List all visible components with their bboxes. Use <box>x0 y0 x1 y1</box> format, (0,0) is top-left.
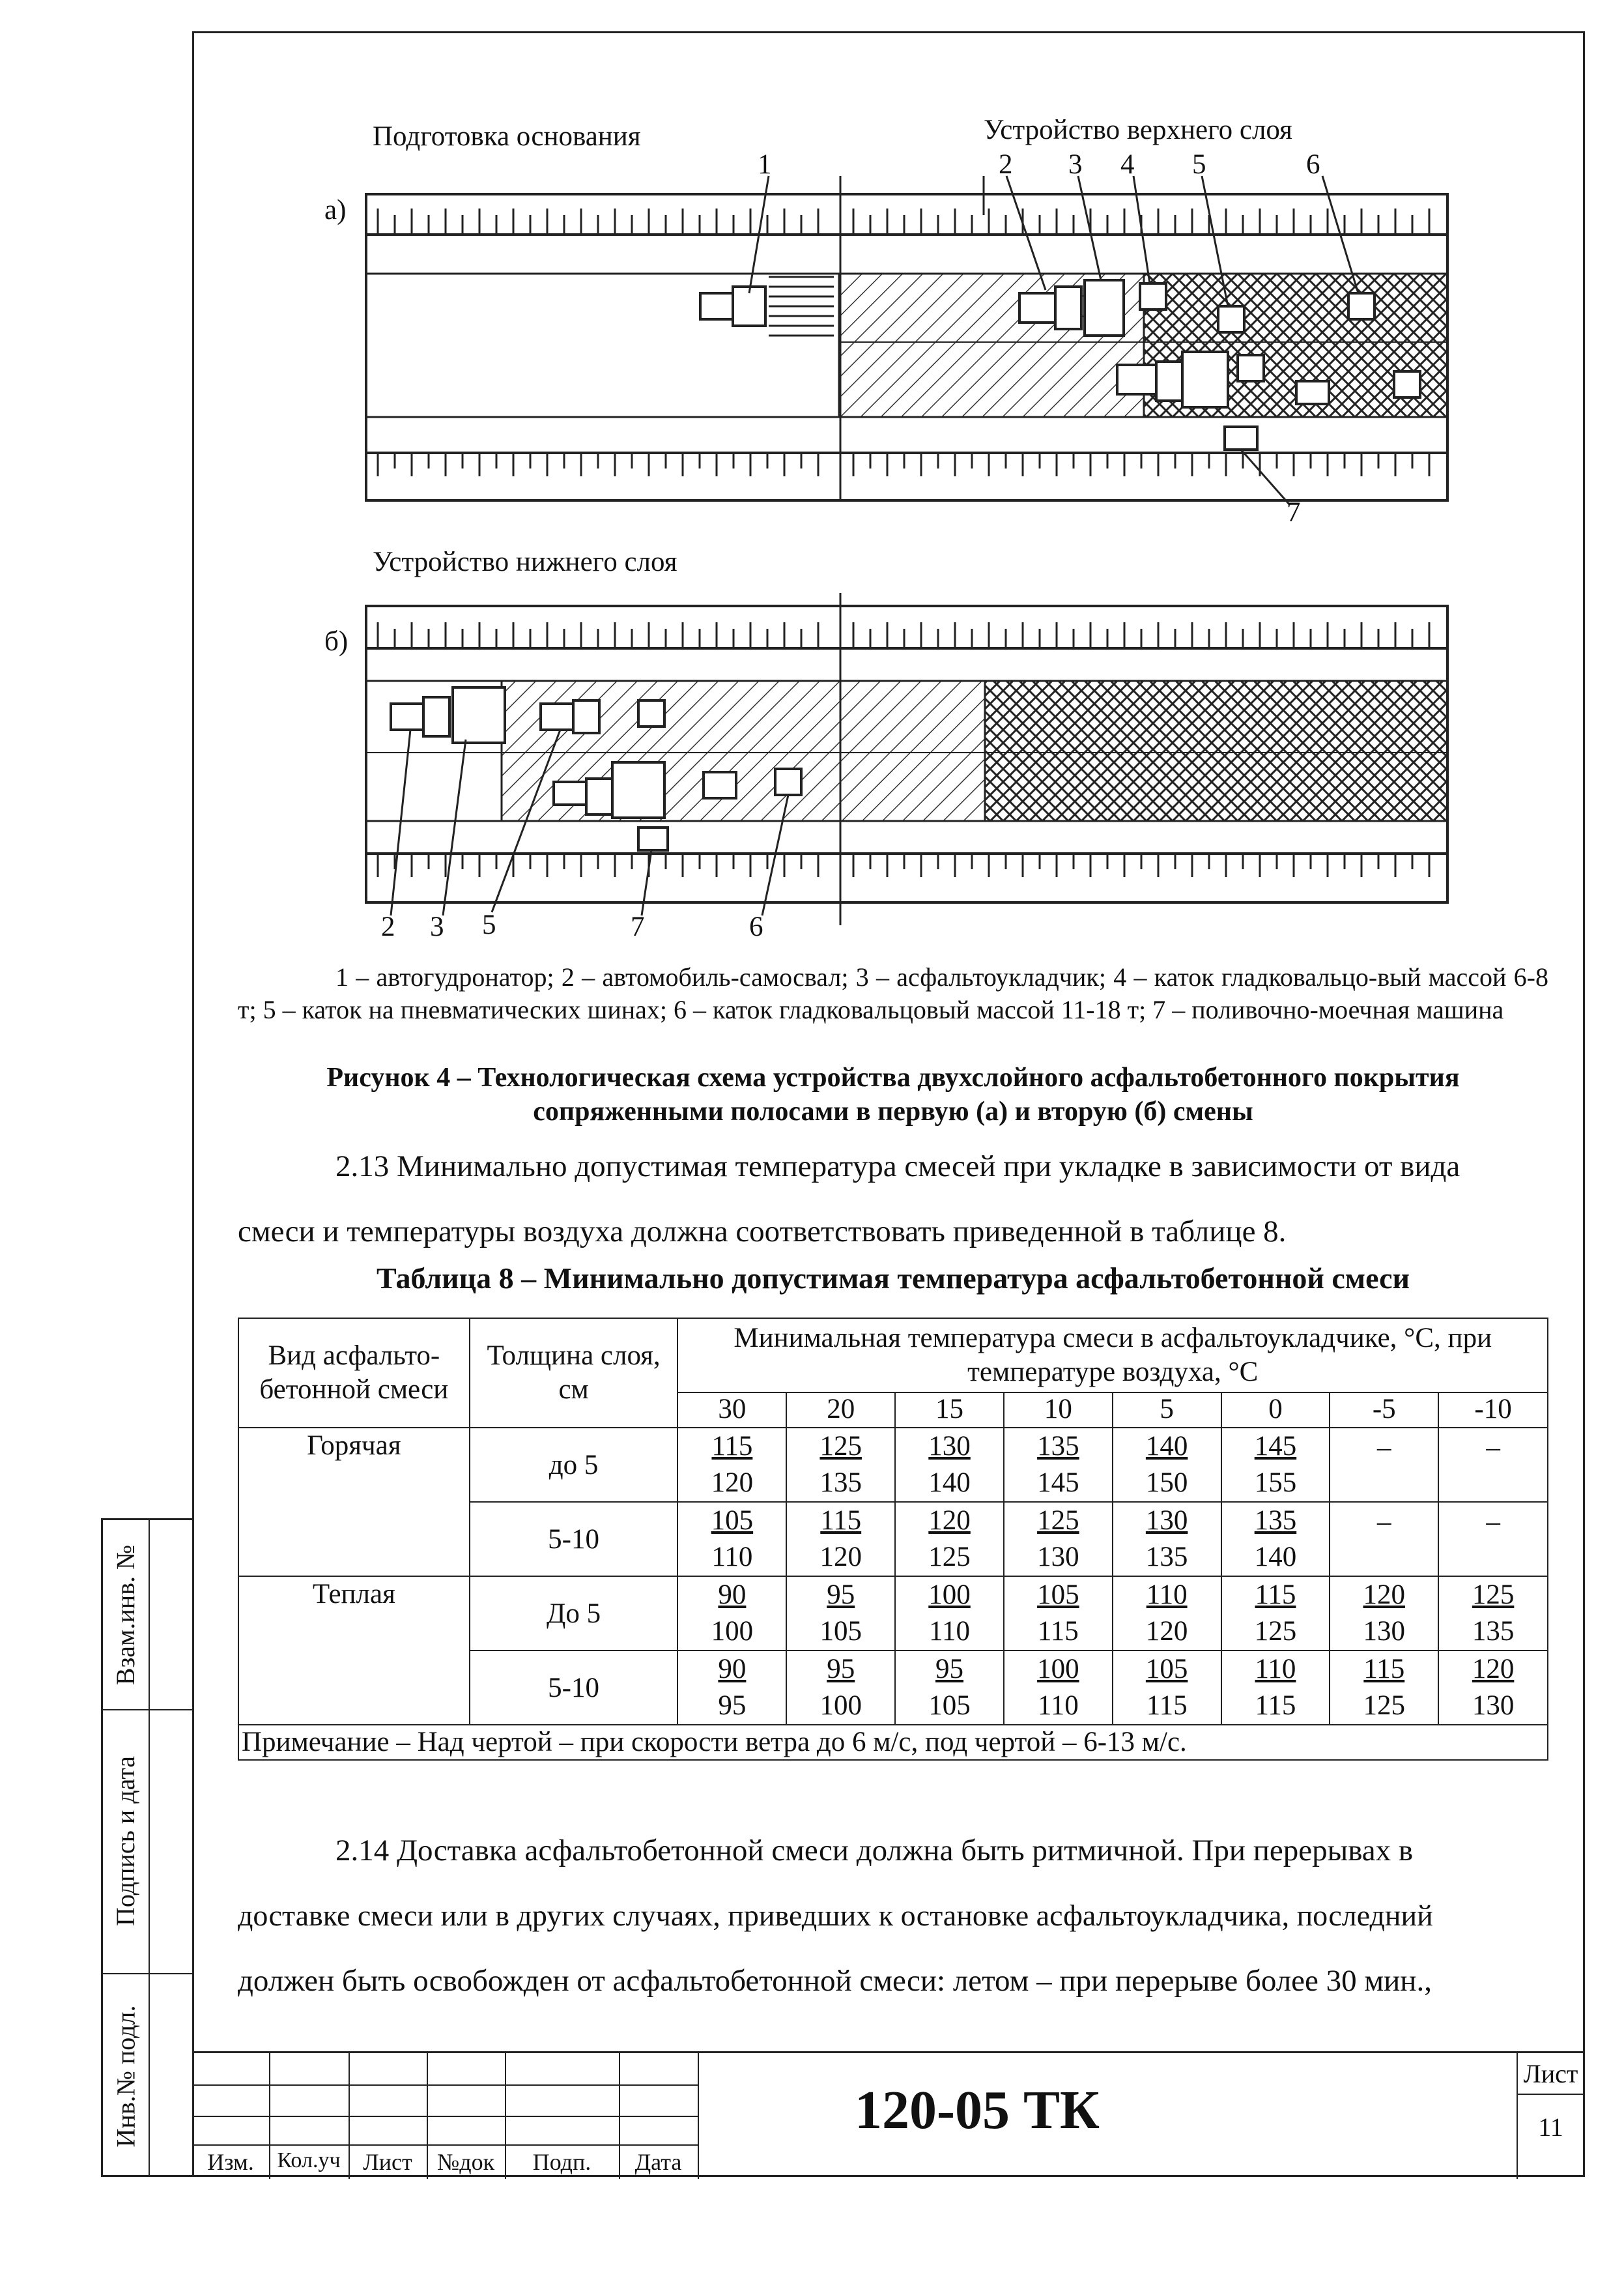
thickness-cell: 5-10 <box>470 1502 678 1576</box>
temp-value-wind-low: 105 <box>1037 1579 1079 1610</box>
sidebar-stamp <box>101 1518 194 2177</box>
temp-value-wind-low: 135 <box>1254 1505 1297 1536</box>
technology-diagram <box>0 0 1624 945</box>
paragraph-2-14-line2: доставке смеси или в других случаях, приведших к остановке асфальтоукладчика, последний <box>238 1899 1433 1932</box>
temp-value-wind-low: 125 <box>819 1431 862 1462</box>
stamp-col-data: Дата <box>634 2149 682 2175</box>
temp-value-wind-high: 115 <box>1037 1616 1079 1647</box>
callout-a-4: 4 <box>1120 149 1135 180</box>
paragraph-2-13-line2: смеси и температуры воздуха должна соответствовать приведенной в таблице 8. <box>238 1215 1287 1248</box>
temp-value-wind-low: 140 <box>1145 1431 1188 1462</box>
temp-dash: – <box>1330 1428 1438 1502</box>
callout-a-5: 5 <box>1192 149 1206 180</box>
temp-value-wind-high: 110 <box>929 1616 970 1647</box>
diagram-a <box>366 176 1447 505</box>
stamp-sheet-label: Лист <box>1523 2059 1578 2088</box>
temp-value-wind-low: 145 <box>1254 1431 1297 1462</box>
figure-legend: 1 – автогудронатор; 2 – автомобиль-самосвал; 3 – асфальтоукладчик; 4 – каток гладковальцо-вый массой 6-8 т; 5 – каток на пневматических шинах; 6 – каток гладковальцовый массой 11-18 т; 7 – поливочно-моечная машина <box>238 962 1548 1024</box>
temp-value-wind-low: 120 <box>1363 1579 1406 1610</box>
temp-value-wind-high: 95 <box>718 1690 747 1721</box>
temp-value-wind-high: 140 <box>1254 1542 1297 1572</box>
callout-b-3: 3 <box>430 912 444 942</box>
temp-value-wind-high: 100 <box>711 1616 754 1647</box>
temp-value-wind-low: 105 <box>711 1505 754 1536</box>
temp-value-wind-high: 145 <box>1037 1467 1079 1498</box>
temp-value-wind-low: 105 <box>1145 1654 1188 1684</box>
temp-value-wind-low: 115 <box>711 1431 753 1462</box>
temp-value-wind-low: 120 <box>1472 1654 1515 1684</box>
callout-a-2: 2 <box>999 149 1013 180</box>
header-mix-type: Вид асфальто-бетонной смеси <box>238 1318 470 1428</box>
stamp-sheet-number: 11 <box>1538 2112 1563 2142</box>
figure-title-line1: Рисунок 4 – Технологическая схема устройства двухслойного асфальтобетонного покрытия <box>326 1063 1460 1093</box>
air-temp-minus5: -5 <box>1330 1392 1438 1428</box>
callout-a-1: 1 <box>758 149 772 180</box>
document-code: 120-05 ТК <box>855 2080 1100 2140</box>
temp-dash: – <box>1438 1428 1548 1502</box>
temp-value-wind-low: 115 <box>820 1505 862 1536</box>
temp-value-wind-high: 110 <box>711 1542 753 1572</box>
header-min-temp: Минимальная температура смеси в асфальтоукладчике, °С, при температуре воздуха, °С <box>677 1318 1548 1392</box>
stamp-col-list: Лист <box>363 2149 412 2175</box>
stamp-col-izm: Изм. <box>207 2149 254 2175</box>
temp-value-wind-low: 100 <box>928 1579 971 1610</box>
temp-value-wind-high: 120 <box>711 1467 754 1498</box>
air-temp-5: 5 <box>1113 1392 1221 1428</box>
temp-value-wind-high: 135 <box>1472 1616 1515 1647</box>
callout-a-6: 6 <box>1306 149 1320 180</box>
temp-value-wind-high: 120 <box>1145 1616 1188 1647</box>
temp-value-wind-low: 95 <box>827 1579 855 1610</box>
thickness-cell: До 5 <box>470 1576 678 1650</box>
label-upper-layer: Устройство верхнего слоя <box>984 115 1292 145</box>
temp-value-wind-high: 125 <box>928 1542 971 1572</box>
temp-value-wind-low: 130 <box>1145 1505 1188 1536</box>
callout-a-7: 7 <box>1287 497 1301 528</box>
callout-b-5: 5 <box>482 910 496 940</box>
temp-value-wind-high: 130 <box>1472 1690 1515 1721</box>
table-title: Таблица 8 – Минимально допустимая температура асфальтобетонной смеси <box>376 1261 1410 1295</box>
stamp-col-ndok: №док <box>436 2149 495 2175</box>
temp-dash: – <box>1330 1502 1438 1576</box>
temp-value-wind-high: 120 <box>819 1542 862 1572</box>
temp-value-wind-low: 115 <box>1255 1579 1296 1610</box>
temp-value-wind-low: 100 <box>1037 1654 1079 1684</box>
table-row <box>238 1576 1548 1650</box>
temp-value-wind-high: 125 <box>1254 1616 1297 1647</box>
thickness-cell: 5-10 <box>470 1650 678 1725</box>
temp-value-wind-low: 95 <box>827 1654 855 1684</box>
temp-value-wind-high: 150 <box>1145 1467 1188 1498</box>
table-note: Примечание – Над чертой – при скорости ветра до 6 м/с, под чертой – 6-13 м/с. <box>238 1725 1548 1760</box>
diagram-b <box>366 593 1447 925</box>
temp-value-wind-high: 110 <box>1037 1690 1079 1721</box>
temp-value-wind-low: 120 <box>928 1505 971 1536</box>
air-temp-minus10: -10 <box>1438 1392 1548 1428</box>
temp-value-wind-high: 115 <box>1255 1690 1296 1721</box>
air-temp-15: 15 <box>895 1392 1004 1428</box>
temp-value-wind-low: 110 <box>1146 1579 1188 1610</box>
sidebar-inv-label: Инв.№ подл. <box>111 2005 141 2147</box>
panel-b-label: б) <box>324 626 349 657</box>
temp-value-wind-high: 125 <box>1363 1690 1406 1721</box>
mix-type-hot: Горячая <box>238 1428 470 1576</box>
temp-value-wind-high: 130 <box>1363 1616 1406 1647</box>
label-prep: Подготовка основания <box>373 121 641 152</box>
temp-value-wind-high: 130 <box>1037 1542 1079 1572</box>
air-temp-30: 30 <box>677 1392 786 1428</box>
figure-title-line2: сопряженными полосами в первую (а) и вторую (б) смены <box>533 1097 1253 1127</box>
air-temp-10: 10 <box>1004 1392 1113 1428</box>
temp-value-wind-low: 110 <box>1255 1654 1296 1684</box>
air-temp-20: 20 <box>786 1392 895 1428</box>
temp-value-wind-low: 135 <box>1037 1431 1079 1462</box>
temp-value-wind-high: 105 <box>819 1616 862 1647</box>
paragraph-2-13-line1: 2.13 Минимально допустимая температура смесей при укладке в зависимости от вида <box>335 1149 1460 1183</box>
sidebar-podp-label: Подпись и дата <box>111 1755 141 1927</box>
air-temp-0: 0 <box>1221 1392 1330 1428</box>
callout-b-7: 7 <box>631 912 645 942</box>
header-thickness: Толщина слоя, см <box>470 1318 678 1428</box>
mix-type-warm: Теплая <box>238 1576 470 1725</box>
paragraph-2-14-line3: должен быть освобожден от асфальтобетонной смеси: летом – при перерыве более 30 мин., <box>238 1964 1432 1998</box>
temp-value-wind-low: 125 <box>1472 1579 1515 1610</box>
stamp-col-kol: Кол.уч <box>277 2148 341 2172</box>
temp-value-wind-high: 140 <box>928 1467 971 1498</box>
temp-value-wind-high: 115 <box>1146 1690 1188 1721</box>
callout-b-2: 2 <box>381 912 395 942</box>
callout-b-6: 6 <box>749 912 763 942</box>
sidebar-zam-label: Взам.инв. № <box>111 1544 141 1685</box>
stamp-col-podp: Подп. <box>532 2149 591 2175</box>
thickness-cell: до 5 <box>470 1428 678 1502</box>
temp-value-wind-high: 135 <box>1145 1542 1188 1572</box>
temperature-table <box>238 1318 1548 1761</box>
panel-a-label: а) <box>324 195 347 225</box>
temp-value-wind-low: 90 <box>718 1654 747 1684</box>
temp-dash: – <box>1438 1502 1548 1576</box>
temp-value-wind-high: 105 <box>928 1690 971 1721</box>
table-row <box>238 1428 1548 1502</box>
callout-a-3: 3 <box>1068 149 1083 180</box>
temp-value-wind-high: 100 <box>819 1690 862 1721</box>
label-lower-layer: Устройство нижнего слоя <box>373 547 677 577</box>
temp-value-wind-low: 125 <box>1037 1505 1079 1536</box>
paragraph-2-14-line1: 2.14 Доставка асфальтобетонной смеси должна быть ритмичной. При перерывах в <box>335 1834 1414 1867</box>
temp-value-wind-high: 155 <box>1254 1467 1297 1498</box>
temp-value-wind-low: 130 <box>928 1431 971 1462</box>
temp-value-wind-low: 90 <box>718 1579 747 1610</box>
temp-value-wind-low: 115 <box>1363 1654 1405 1684</box>
temp-value-wind-high: 135 <box>819 1467 862 1498</box>
temp-value-wind-low: 95 <box>935 1654 964 1684</box>
